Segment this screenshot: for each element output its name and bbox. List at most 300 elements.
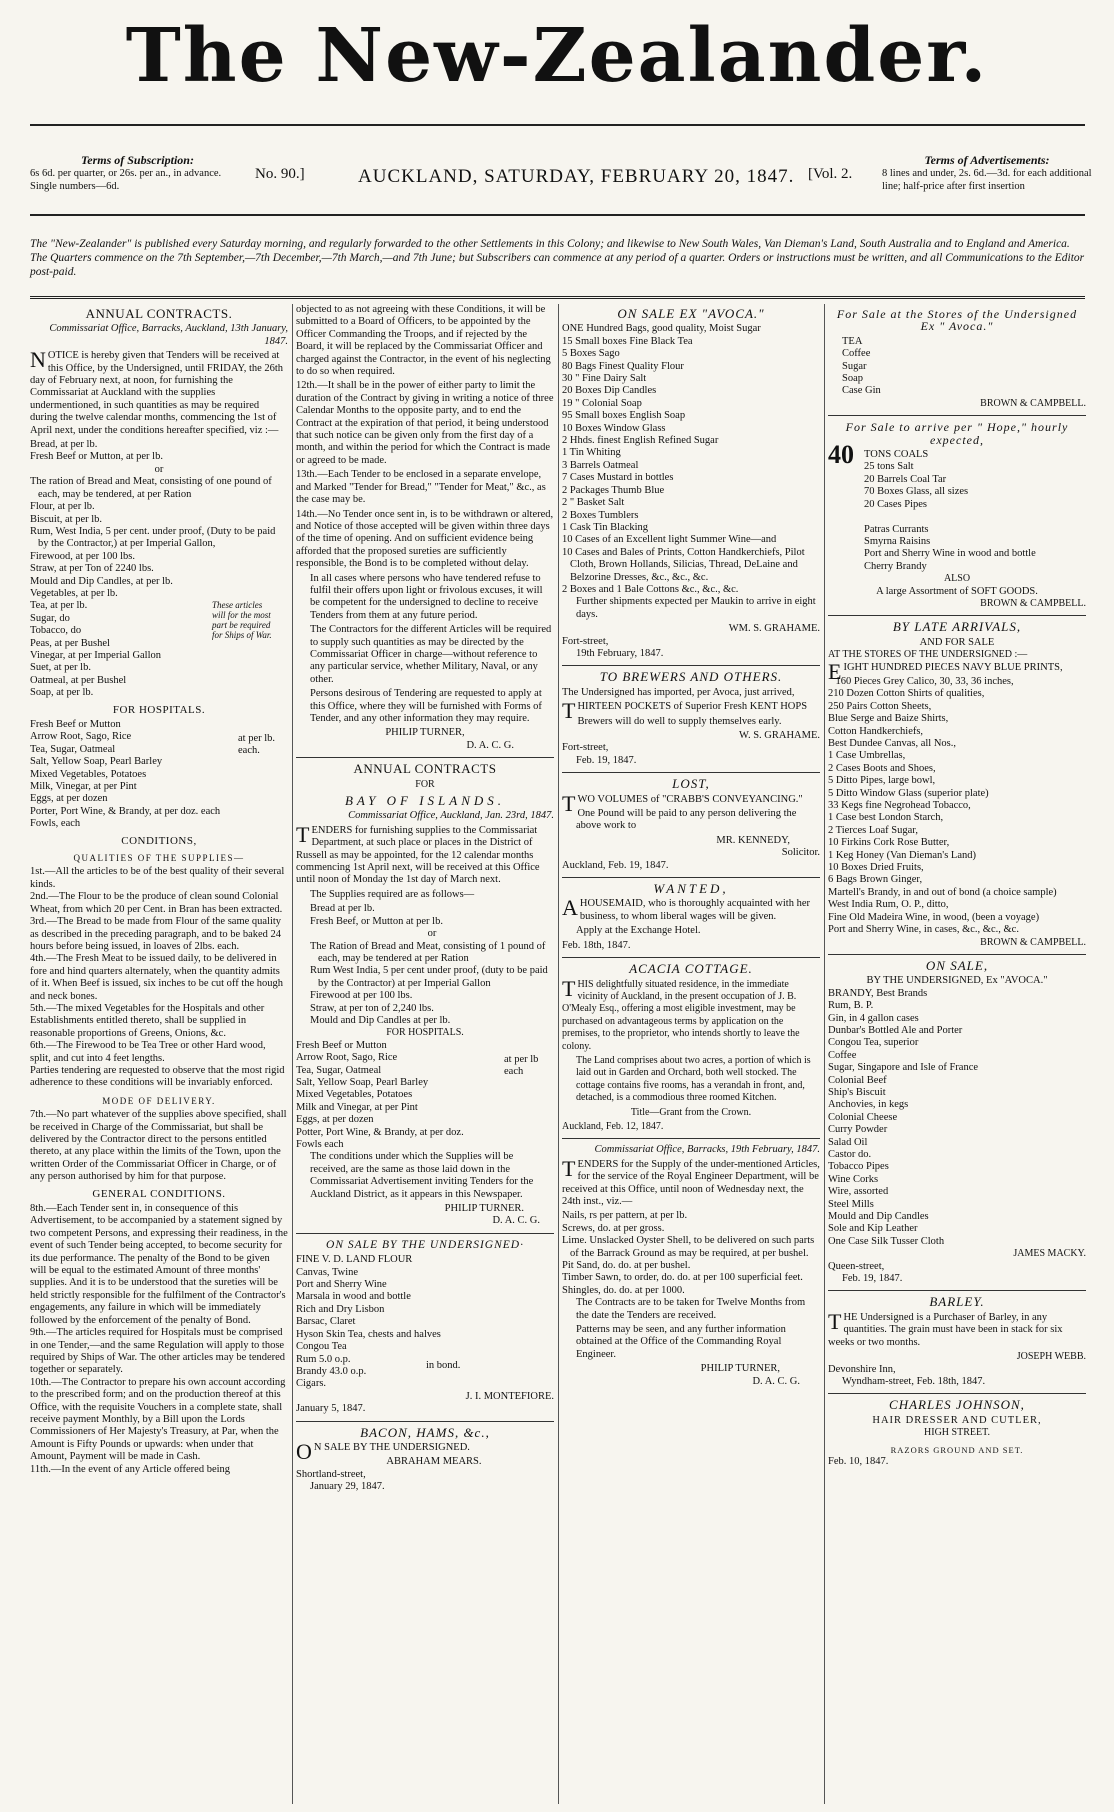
engineer-list (562, 1210, 820, 1297)
stores-signature: BROWN & CAMPBELL. (980, 397, 1086, 409)
onsale-list (828, 988, 1086, 1249)
list-item: Vinegar, at per Imperial Gallon (30, 649, 162, 661)
list-item: 33 Kegs fine Negrohead Tobacco, (828, 800, 971, 812)
list-item: Martell's Brandy, in and out of bond (a choice sample) (828, 886, 1057, 898)
list-item: 30 " Fine Dairy Salt (562, 373, 647, 385)
list-item: Nails, rs per pattern, at per lb. (562, 1210, 688, 1222)
list-item: 8th.—Each Tender sent in, in consequence of this Advertisement, to be accompanied by a statement signed by two competent Persons, and expressing their readiness, in the event of such Tender being accepted, to become security for its due performance. The penalty of the Bond to be given will be equal to the estimated Amount of three months' supplies. And it is to be understood that the sureties will be held strictly responsible for the fulfilment of the Contractor's engagements, any failure in which will be immediately followed by the enforcement of the penalty of Bond. (30, 1203, 288, 1326)
list-item: 1st.—All the articles to be of the best quality of their several kinds. (30, 866, 285, 890)
bacon-heading: BACON, HAMS, &c., (360, 1424, 490, 1440)
info-rule (30, 214, 1085, 216)
onsale-place: Queen-street, (828, 1260, 885, 1272)
list-item: 25 tons Salt (864, 461, 914, 473)
sale-signature: J. I. MONTEFIORE. (465, 1390, 554, 1402)
advertisement-terms-title: Terms of Advertisements: (924, 153, 1050, 167)
avoca-signature: WM. S. GRAHAME. (728, 623, 820, 635)
list-item: Porter, Port Wine, & Brandy, at per doz. each (30, 805, 221, 817)
list-item: Mixed Vegetables, Potatoes (296, 1089, 413, 1101)
divider (562, 957, 820, 958)
list-item: 2 Tierces Loaf Sugar, (828, 824, 918, 836)
acacia-date: Auckland, Feb. 12, 1847. (562, 1120, 664, 1132)
onsale-date: Feb. 19, 1847. (842, 1273, 903, 1285)
list-item: 2 " Basket Salt (562, 497, 625, 509)
list-item: 5 Ditto Pipes, large bowl, (828, 775, 936, 787)
barley-date: Wyndham-street, Feb. 18th, 1847. (842, 1375, 986, 1387)
list-item: Soap, at per lb. (30, 687, 94, 699)
brewers-place: Fort-street, (562, 742, 609, 754)
supplies-list (30, 439, 288, 600)
list-item: 3 Barrels Oatmeal (562, 459, 639, 471)
commissariat-office-line: Commissariat Office, Barracks, Auckland, 13th January, 1847. (49, 323, 288, 347)
list-item: Patras Currants (864, 523, 929, 535)
avoca-list (562, 323, 820, 596)
condition-14: 14th.—No Tender once sent in, is to be withdrawn or altered, and Notice of those accepted will be given within three days of the time of opening. And on sufficient evidence being afforded that the proposed sureties are sufficiently responsible, the Bond is to be completed without delay. (296, 508, 554, 570)
list-item: Parties tendering are requested to observe that the most rigid adherence to these conditions will be invariably enforced. (30, 1064, 285, 1089)
wanted-apply: Apply at the Exchange Hotel. (576, 925, 701, 937)
brewers-date: Feb. 19, 1847. (576, 754, 637, 766)
engineer-text-1: The Contracts are to be taken for Twelve Months from the date the Tenders are received. (576, 1297, 806, 1321)
brewers-text-3: Brewers will do well to supply themselves early. (577, 715, 782, 727)
divider (828, 1393, 1086, 1394)
bay-hospitals-heading: FOR HOSPITALS. (386, 1027, 464, 1039)
divider (562, 665, 820, 666)
conditions-continued: objected to as not agreeing with these Conditions, it will be submitted to a Board of Officers, to be appointed by the Officer Commanding the Troops, and if rejected by the Board, it will be replaced by the Commissariat Officer and charged against the Contractor, in the event of his neglecting to do so when required. (296, 304, 551, 378)
advertisement-terms-text: 8 lines and under, 2s. 6d.—3d. for each additional line; half-price after first insertion (882, 168, 1092, 192)
list-item: Peas, at per Bushel (30, 637, 110, 649)
onsale-signature: JAMES MACKY. (1013, 1248, 1086, 1260)
list-item: The Ration of Bread and Meat, consisting of 1 pound of each, may be tendered at per Ration (310, 940, 546, 964)
qualities-heading: QUALITIES OF THE SUPPLIES— (73, 853, 245, 864)
list-item: Salt, Yellow Soap, Pearl Barley (30, 756, 163, 768)
list-item: Firewood at per 100 lbs. (310, 990, 413, 1002)
divider (296, 1421, 554, 1422)
late-heading: BY LATE ARRIVALS, (892, 619, 1022, 635)
late-intro: EIGHT HUNDRED PIECES NAVY BLUE PRINTS, (828, 658, 1063, 684)
list-item: Marsala in wood and bottle (296, 1291, 411, 1303)
bay-contracts-heading: ANNUAL CONTRACTS (353, 761, 497, 777)
hope-also: ALSO (943, 573, 971, 585)
list-item: Steel Mills (828, 1198, 874, 1210)
list-item: Port and Sherry Wine in wood and bottle (864, 548, 1036, 560)
list-item: Oatmeal, at per Bushel (30, 674, 127, 686)
barley-heading: BARLEY. (929, 1294, 985, 1310)
notice-rule (30, 296, 1085, 299)
list-item: 210 Dozen Cotton Shirts of qualities, (828, 688, 985, 700)
list-item: 6 Bags Brown Ginger, (828, 874, 923, 886)
general-conditions-list (30, 1203, 288, 1476)
list-item: Sugar (842, 360, 867, 372)
divider (296, 757, 554, 758)
acacia-text-3: Title—Grant from the Crown. (630, 1106, 752, 1118)
lost-text-2: One Pound will be paid to any person delivering the above work to (576, 808, 797, 832)
list-item: 10 Cases and Bales of Prints, Cotton Handkerchiefs, Pilot Cloth, Brown Hollands, Silicias, Thread, DeLaine and Belzorine Dresses, &c., &c., &c. (562, 546, 805, 583)
divider (828, 1290, 1086, 1291)
list-item: 10 Cases of an Excellent light Summer Wine—and (562, 534, 777, 546)
list-item: Timber Sawn, to order, do. do. at per 100 superficial feet. (562, 1272, 803, 1284)
masthead-rule (30, 124, 1085, 126)
brewers-text-1: The Undersigned has imported, per Avoca, just arrived, (562, 686, 795, 698)
signature-title: D. A. C. G. (466, 739, 514, 751)
list-item: One Case Silk Tusser Cloth (828, 1235, 945, 1247)
list-item: 10 Boxes Window Glass (562, 422, 666, 434)
list-item: Salt, Yellow Soap, Pearl Barley (296, 1076, 429, 1088)
volume-number: [Vol. 2. (808, 166, 853, 182)
list-item: Fowls each (296, 1139, 344, 1150)
lost-signature: MR. KENNEDY, (716, 834, 790, 846)
list-item: Tobacco, do (30, 625, 82, 637)
list-item: 5th.—The mixed Vegetables for the Hospitals and other Establishments entitled thereto, shall be supplied in reasonable proportions of Greens, Onions, &c. (30, 1002, 265, 1039)
list-item: Case Gin (842, 385, 881, 397)
sale-date: January 5, 1847. (296, 1403, 366, 1415)
list-item: 2 Cases Boots and Shoes, (828, 762, 936, 774)
ships-supplies-note: These articles will for the most part be required for Ships of War. (212, 600, 272, 641)
bay-supplies-list (296, 903, 554, 1027)
list-item: 10th.—The Contractor to prepare his own account according to the prescribed form; and on the production thereof at this Office, with the requisite Vouchers in a complete state, shall receive payment Monthly, by a Bill upon the Lords Commissioners of Her Majesty's Treasury, at Par, when the Amount is Fifty Pounds or upwards: when under that Amount, Payment will be made in Cash. (30, 1376, 286, 1463)
onsale-heading: ON SALE, (925, 957, 989, 973)
list-item: 2 Packages Thumb Blue (562, 484, 665, 496)
list-item: Pit Sand, do. do. at per bushel. (562, 1260, 691, 1272)
list-item: Blue Serge and Baize Shirts, (828, 713, 949, 725)
list-item: Fresh Beef, or Mutton at per lb. (310, 915, 443, 927)
list-item: Rum 5.0 o.p. (296, 1353, 351, 1365)
barley-signature: JOSEPH WEBB. (1016, 1351, 1086, 1363)
engineer-office: Commissariat Office, Barracks, 19th February, 1847. (594, 1144, 820, 1156)
list-item: The ration of Bread and Meat, consisting of one pound of each, may be tendered, at per Ration (30, 476, 272, 500)
list-item: Cotton Handkerchiefs, (828, 725, 924, 737)
list-item: 70 Boxes Glass, all sizes (864, 486, 969, 498)
list-item: Hyson Skin Tea, chests and halves (296, 1328, 441, 1340)
list-item: Ship's Biscuit (828, 1086, 886, 1098)
masthead-title: The New-Zealander. (125, 13, 989, 99)
johnson-heading: CHARLES JOHNSON, (889, 1397, 1025, 1413)
acacia-text-2: The Land comprises about two acres, a portion of which is laid out in Garden and Orchard, both well stocked. The cottage contains five rooms, has a verandah in front, and, detached, is a commodious three roomed Kitchen. (576, 1054, 811, 1104)
list-item: Flour, at per lb. (30, 501, 95, 513)
list-item: Wire, assorted (828, 1186, 889, 1198)
bay-place: BAY OF ISLANDS. (344, 793, 506, 809)
subscription-terms-title: Terms of Subscription: (81, 153, 194, 167)
bay-hospitals-note: at per lb each (504, 1053, 539, 1078)
sale-block (296, 1254, 554, 1390)
list-item: FINE V. D. LAND FLOUR (296, 1254, 413, 1266)
acacia-heading: ACACIA COTTAGE. (629, 961, 753, 977)
list-item: 5 Ditto Window Glass (superior plate) (828, 787, 989, 799)
avoca-further: Further shipments expected per Maukin to arrive in eight days. (576, 596, 816, 620)
list-item: Congou Tea, superior (828, 1037, 919, 1049)
avoca-heading: ON SALE EX "AVOCA." (617, 306, 765, 321)
list-item: Suet, at per lb. (30, 662, 91, 674)
bay-signature-title: D. A. C. G. (492, 1215, 540, 1227)
list-item: Vegetables, at per lb. (30, 587, 118, 599)
bay-intro: TENDERS for furnishing supplies to the Commissariat Department, at such place or places in the District of Russell as may be appointed, for the 12 calendar months commencing 1st April next, will be received at this Office until noon of Monday the 1st day of March next. (296, 821, 540, 886)
list-item: Straw, at per ton of 2,240 lbs. (310, 1002, 434, 1014)
list-item: 250 Pairs Cotton Sheets, (828, 700, 932, 712)
stores-heading: For Sale at the Stores of the Undersigned Ex " Avoca." (836, 307, 1078, 334)
list-item: Shingles, do. do. at per 1000. (562, 1284, 685, 1296)
bay-conditions: The conditions under which the Supplies will be received, are the same as those laid down in the Commissariat Advertisement inviting Tenders for the Auckland District, as it appears in this Newspaper. (310, 1151, 534, 1200)
list-item: 1 Case Umbrellas, (828, 750, 906, 762)
list-item: Barsac, Claret (296, 1316, 356, 1328)
list-item: Castor do. (828, 1149, 872, 1160)
conditions-list (30, 866, 288, 1089)
list-item: Tea, at per lb. (30, 600, 88, 612)
subscription-terms-text: 6s 6d. per quarter, or 26s. per an., in advance. Single numbers—6d. (30, 168, 222, 192)
advertisement-terms (882, 154, 1092, 193)
sale-heading: ON SALE BY THE UNDERSIGNED· (326, 1238, 524, 1251)
list-item: Sugar, Singapore and Isle of France (828, 1062, 979, 1074)
divider (562, 877, 820, 878)
list-item: or (427, 928, 437, 940)
list-item: Eggs, at per dozen (30, 793, 108, 805)
bacon-text: ON SALE BY THE UNDERSIGNED. (296, 1438, 470, 1464)
list-item: 1 Case best London Starch, (828, 812, 944, 824)
late-list (828, 676, 1086, 937)
list-item: Arrow Root, Sago, Rice (296, 1052, 398, 1064)
bay-for: FOR (415, 778, 435, 790)
column-3 (562, 304, 820, 1804)
wanted-heading: WANTED, (653, 881, 729, 897)
list-item: or (154, 463, 164, 475)
hope-signature: BROWN & CAMPBELL. (980, 597, 1086, 609)
list-item: West India Rum, O. P., ditto, (828, 899, 949, 911)
list-item: Fresh Beef or Mutton (296, 1039, 387, 1051)
list-item: 19 " Colonial Soap (562, 397, 642, 409)
hope-soft-goods: A large Assortment of SOFT GOODS. (876, 585, 1038, 597)
list-item: 1 Cask Tin Blacking (562, 521, 649, 533)
column-4 (828, 304, 1086, 1804)
list-item: 9th.—The articles required for Hospitals must be comprised in one Tender,—and the same Regulation will apply to those required by Ships of War. The other articles may be tendered together or separately. (30, 1327, 286, 1376)
hope-block (828, 440, 1086, 573)
list-item: 7 Cases Mustard in bottles (562, 472, 674, 484)
list-item: Mixed Vegetables, Potatoes (30, 768, 147, 780)
divider (828, 954, 1086, 955)
column-divider (558, 304, 559, 1804)
list-item: 1 Keg Honey (Van Dieman's Land) (828, 849, 976, 861)
list-item: Tobacco Pipes (828, 1161, 889, 1173)
engineer-signature: PHILIP TURNER, (700, 1363, 780, 1375)
list-item: Fowls, each (30, 818, 81, 830)
list-item: Rum, West India, 5 per cent. under proof, (Duty to be paid by the Contractor,) at per Imperial Gallon, (30, 525, 276, 550)
johnson-sub: HAIR DRESSER AND CUTLER, (872, 1414, 1042, 1426)
list-item: Bread at per lb. (310, 903, 375, 915)
list-item: Salad Oil (828, 1136, 868, 1148)
wanted-date: Feb. 18th, 1847. (562, 939, 631, 951)
list-item: 20 Boxes Dip Candles (562, 385, 657, 397)
notice-intro: NOTICE is hereby given that Tenders will be received at this Office, by the Undersigned, until FRIDAY, the 26th day of February next, at noon, for furnishing the Commissariat at Auckland with the supplies undermentioned, in such quantities as may be required during the twelve calendar months, commencing the 1st of April next, under the conditions hereafter specified, viz :— (30, 347, 284, 436)
list-item: 160 Pieces Grey Calico, 30, 33, 36 inches, (835, 675, 1014, 687)
subscription-terms (30, 154, 245, 193)
list-item: Colonial Cheese (828, 1111, 898, 1123)
list-item: 3rd.—The Bread to be made from Flour of the same quality as described in the preceding paragraph, and to be baked 24 hours before being issued, in loaves of 2lbs. each. (30, 916, 282, 952)
lost-signature-2: Solicitor. (781, 847, 820, 859)
list-item: 15 Small boxes Fine Black Tea (562, 335, 693, 347)
dateline: AUCKLAND, SATURDAY, FEBRUARY 20, 1847. (358, 166, 795, 187)
list-item: Soap (842, 373, 863, 385)
list-item: Cherry Brandy (864, 560, 927, 572)
onsale-sub: BY THE UNDERSIGNED, Ex "AVOCA." (866, 975, 1048, 987)
list-item: Eggs, at per dozen (296, 1114, 374, 1126)
list-item: Mould and Dip Candles (828, 1211, 929, 1223)
bacon-place: Shortland-street, (296, 1468, 366, 1480)
lost-text-1: TWO VOLUMES of "CRABB'S CONVEYANCING." (562, 790, 803, 816)
list-item: Coffee (828, 1049, 857, 1061)
list-item: Anchovies, in kegs (828, 1099, 909, 1111)
list-item: Congou Tea (296, 1341, 347, 1353)
column-divider (292, 304, 293, 1804)
list-item: 2nd.—The Flour to be the produce of clean sound Colonial Wheat, from which 20 per Cent. in Bran has been extracted. (30, 891, 283, 915)
list-item: 80 Bags Finest Quality Flour (562, 360, 684, 372)
list-item: Straw, at per Ton of 2240 lbs. (30, 563, 154, 575)
list-item: Milk and Vinegar, at per Pint (296, 1101, 418, 1113)
list-item: Port and Sherry Wine, in cases, &c., &c., &c. (828, 924, 1019, 936)
condition-16: The Contractors for the different Articles will be required to supply such quantities as may be directed by the Commissariat Officer in charge—without reference to any particular service, whether Military, Naval, or any other. (310, 624, 552, 685)
johnson-razors: RAZORS GROUND AND SET. (890, 1444, 1024, 1455)
list-item: Biscuit, at per lb. (30, 513, 103, 525)
list-item: 6th.—The Firewood to be Tea Tree or other Hard wood, split, and cut into 4 feet lengths. (30, 1040, 266, 1064)
list-item: Rum West India, 5 per cent under proof, (duty to be paid by the Contractor) at per Imperial Gallon (310, 965, 548, 989)
condition-17: Persons desirous of Tendering are requested to apply at this Office, where they will be furnished with Forms of Tender, and any other information they may require. (310, 688, 542, 724)
list-item: Mould and Dip Candles, at per lb. (30, 575, 173, 587)
condition-13: 13th.—Each Tender to be enclosed in a separate envelope, and Marked "Tender for Bread," "Tender for Meat," &c., as the case may be. (296, 469, 546, 506)
johnson-date: Feb. 10, 1847. (828, 1455, 889, 1467)
list-item: 2 Hhds. finest English Refined Sugar (562, 435, 719, 447)
brewers-heading: TO BREWERS AND OTHERS. (599, 669, 783, 685)
list-item: Sugar, do (30, 612, 70, 624)
lost-date: Auckland, Feb. 19, 1847. (562, 859, 669, 871)
hope-heading: For Sale to arrive per " Hope," hourly expected, (845, 420, 1069, 447)
list-item: Dunbar's Bottled Ale and Porter (828, 1024, 963, 1036)
late-stores: AT THE STORES OF THE UNDERSIGNED :— (828, 649, 1028, 661)
avoca-place: Fort-street, (562, 635, 609, 647)
wanted-text: AHOUSEMAID, who is thoroughly acquainted with her business, to whom liberal wages will be given. (562, 895, 810, 922)
list-item: BRANDY, Best Brands (828, 987, 928, 999)
list-item: Gin, in 4 gallon cases (828, 1012, 919, 1024)
divider (562, 772, 820, 773)
list-item: Arrow Root, Sago, Rice (30, 731, 132, 743)
list-item: Best Dundee Canvas, all Nos., (828, 738, 957, 749)
bay-hospitals-block (296, 1040, 554, 1152)
list-item: 10 Boxes Dried Fruits, (828, 862, 924, 874)
avoca-date: 19th February, 1847. (576, 647, 664, 659)
hope-list (864, 449, 1086, 573)
column-2 (296, 304, 554, 1804)
list-item: Fine Old Madeira Wine, in wood, (been a voyage) (828, 911, 1040, 923)
list-item: Firewood, at per 100 lbs. (30, 550, 135, 562)
list-item: Wine Corks (828, 1173, 879, 1185)
late-signature: BROWN & CAMPBELL. (980, 936, 1086, 948)
signature-name: PHILIP TURNER, (385, 727, 465, 739)
late-sub: AND FOR SALE (919, 636, 995, 648)
brewers-signature: W. S. GRAHAME. (739, 730, 820, 741)
annual-contracts-heading: ANNUAL CONTRACTS. (85, 306, 233, 321)
barley-text: THE Undersigned is a Purchaser of Barley, in any quantities. The grain must have been in stack for six weeks or two months. (828, 1308, 1063, 1348)
engineer-signature-2: D. A. C. G. (752, 1375, 800, 1387)
list-item: 10 Firkins Cork Rose Butter, (828, 837, 950, 849)
bay-signature-name: PHILIP TURNER. (444, 1203, 524, 1215)
list-item: Fresh Beef or Mutton (30, 719, 121, 730)
list-item: Tea, Sugar, Oatmeal (296, 1064, 382, 1076)
list-item: Cigars. (296, 1378, 327, 1390)
list-item: 95 Small boxes English Soap (562, 410, 686, 422)
list-item: 20 Barrels Coal Tar (864, 473, 947, 485)
list-item: Smyrna Raisins (864, 535, 931, 547)
list-item: Brandy 43.0 o.p. (296, 1365, 367, 1377)
hope-big-number: 40 (828, 440, 854, 470)
list-item: Colonial Beef (828, 1074, 887, 1086)
list-item: 11th.—In the event of any Article offered being (30, 1463, 231, 1475)
list-item: Rum, B. P. (828, 1000, 874, 1012)
sale-list (296, 1254, 554, 1390)
divider (562, 1138, 820, 1139)
list-item: Mould and Dip Candles at per lb. (310, 1014, 451, 1026)
list-item: TONS COALS (864, 449, 929, 461)
brewers-text-2: THIRTEEN POCKETS of Superior Fresh KENT HOPS (562, 698, 808, 724)
hospitals-note: at per lb. each. (238, 733, 276, 757)
engineer-text-2: Patterns may be seen, and any further information obtained at the Office of the Commanding Royal Engineer. (576, 1324, 786, 1360)
list-item: 2 Boxes and 1 Bale Cottons &c., &c., &c. (562, 583, 739, 595)
list-item: Canvas, Twine (296, 1266, 359, 1278)
johnson-street: HIGH STREET. (924, 1427, 990, 1439)
hospitals-heading: FOR HOSPITALS. (112, 703, 206, 716)
engineer-intro: TENDERS for the Supply of the under-mentioned Articles, for the service of the Royal Engineer Department, will be received at this Office, until noon of Wednesday next, the 24th inst., viz.— (562, 1155, 820, 1207)
list-item: Bread, at per lb. (30, 439, 98, 451)
list-item: Sole and Kip Leather (828, 1223, 918, 1235)
list-item: Lime. Unslacked Oyster Shell, to be delivered on such parts of the Barrack Ground as may be required, at per bushel. (562, 1235, 815, 1259)
list-item: 4th.—The Fresh Meat to be issued daily, to be delivered in fore and hind quarters alternately, when the quantity admits of it. When Beef is issued, six inches to be cut off the hough and neck bones. (30, 953, 284, 1002)
list-item: Fresh Beef or Mutton, at per lb. (30, 451, 163, 463)
list-item: 20 Cases Pipes (864, 498, 927, 510)
column-divider (824, 304, 825, 1804)
delivery-text: 7th.—No part whatever of the supplies above specified, shall be received in Charge of the Commissariat, but shall be delivered by the Contractor direct to the persons entitled thereto, at any place within the limits of the Town, upon the written Order of the Commissariat Officer in Charge, or of any person authorised by him for that purpose. (30, 1109, 287, 1183)
divider (828, 415, 1086, 416)
ships-supplies-list (30, 600, 210, 699)
hospitals-block (30, 719, 288, 831)
conditions-heading: CONDITIONS, (121, 834, 197, 847)
list-item: ONE Hundred Bags, good quality, Moist Sugar (562, 323, 761, 335)
list-item: Port and Sherry Wine (296, 1279, 387, 1291)
list-item: 2 Boxes Tumblers (562, 509, 639, 521)
sale-note: in bond. (426, 1360, 461, 1372)
list-item: Tea, Sugar, Oatmeal (30, 743, 116, 755)
stores-list (828, 336, 1086, 398)
list-item: Potter, Port Wine, & Brandy, at per doz. (296, 1126, 464, 1138)
ships-supplies-block (30, 600, 288, 699)
issue-number: No. 90.] (255, 166, 305, 182)
bacon-signature: ABRAHAM MEARS. (386, 1456, 482, 1468)
list-item: TEA (842, 335, 863, 347)
bacon-date: January 29, 1847. (310, 1481, 385, 1493)
info-bar (30, 152, 1092, 206)
divider (828, 615, 1086, 616)
divider (296, 1233, 554, 1234)
list-item: Rich and Dry Lisbon (296, 1303, 385, 1315)
list-item: 1 Tin Whiting (562, 447, 621, 459)
bay-supplies-intro: The Supplies required are as follows— (310, 888, 475, 900)
list-item: Curry Powder (828, 1124, 888, 1136)
list-item (864, 511, 1086, 523)
column-1 (30, 304, 288, 1804)
condition-12: 12th.—It shall be in the power of either party to limit the duration of the Contract by giving in writing a notice of three Calendar Months to the opposite party, and to end the Contract at the expiration of that period, it being understood that such notice can be given only from the first day of a month, and within the period for which the Contract is made or agreed to be made. (296, 380, 554, 466)
general-conditions-heading: GENERAL CONDITIONS. (92, 1187, 226, 1200)
list-item: Screws, do. at per gross. (562, 1222, 665, 1234)
lost-heading: LOST, (672, 776, 710, 792)
list-item: Coffee (842, 348, 871, 360)
delivery-heading: MODE OF DELIVERY. (102, 1095, 216, 1106)
condition-15: In all cases where persons who have tendered refuse to fulfil their offers upon light or frivolous excuses, it will be competent for the undersigned to decline to receive Tenders from them at any future period. (310, 572, 543, 621)
acacia-text-1: THIS delightfully situated residence, in the immediate vicinity of Auckland, in the present occupation of J. B. O'Mealy Esq., offering a most eligible investment, may be purchased on advantageous terms by application on the premises, to the proprietor, who intends shortly to leave the colony. (562, 975, 800, 1052)
barley-place: Devonshire Inn, (828, 1363, 896, 1375)
publication-notice: The "New-Zealander" is published every Saturday morning, and regularly forwarded to the other Settlements in this Colony; and likewise to New South Wales, Van Dieman's Land, South Australia and to England and America. The Quarters commence on the 7th September,—7th December,—7th March,—and 7th June; but Subscribers can commence at any period of a quarter. Orders or instructions must be written, and all Communications to the Editor post-paid. (30, 238, 1085, 278)
bay-office: Commissariat Office, Auckland, Jan. 23rd, 1847. (348, 810, 554, 822)
